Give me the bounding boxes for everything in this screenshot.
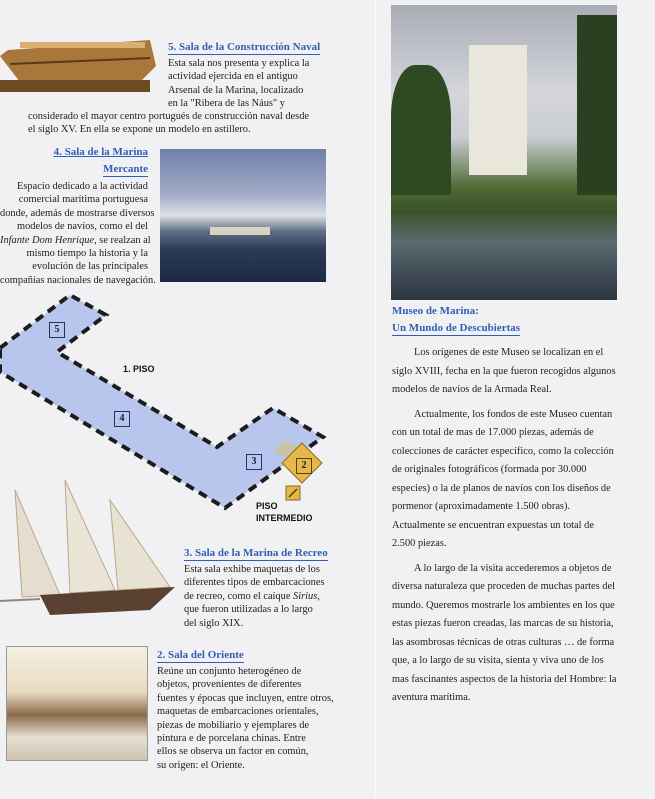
text-line: maquetas de embarcaciones orientales, (157, 706, 319, 718)
floor-1-label: 1. PISO (123, 364, 155, 374)
main-title-1: Museo de Marina: (392, 305, 479, 317)
paragraph: Los orígenes de este Museo se localizan en el siglo XVIII, fecha en la que fueron recogidos algunos modelos de navíos de la Armada Real. (392, 347, 616, 395)
section-5 (168, 37, 320, 111)
room-4-marker: 4 (114, 411, 130, 427)
section-2-title: 2. Sala del Oriente (157, 649, 244, 661)
section-3-title: 3. Sala de la Marina de Recreo (184, 547, 328, 559)
text-line: considerado el mayor centro portugués de construcción naval desde (28, 111, 310, 122)
text-line: objetos, provenientes de diferentes (157, 679, 302, 691)
paragraph: Actualmente se encuentran expuestas un total de 2.500 piezas. (392, 519, 594, 549)
orient-room-photo (6, 646, 148, 761)
text-line: Espacio dedicado a la actividad (17, 181, 148, 192)
section-5-title: 5. Sala de la Construcción Naval (168, 41, 321, 53)
text-line: ellos se observa un factor en común, (157, 746, 309, 758)
text-line: fuentes y épocas que incluyen, entre otros, (157, 692, 334, 704)
text-line: Esta sala nos presenta y explica la (168, 58, 310, 69)
text-line: mismo tiempo la historia y la (26, 248, 148, 260)
section-3 (184, 543, 328, 630)
text-line: de recreo, como el caíque Sirius, (184, 590, 320, 602)
text-line: Reúne un conjunto heterogéneo de (157, 666, 302, 677)
text-line: Esta sala exhibe maquetas de los (184, 564, 320, 575)
text-line: del siglo XIX. (184, 617, 244, 629)
text-line: Infante Dom Henrique, se realzan al (0, 234, 151, 246)
text-line: modelos de navíos, como el del (16, 221, 148, 233)
text-line: donde, además de mostrarse diversos (0, 207, 155, 219)
sailboat-model-photo (0, 475, 180, 620)
page-fold (375, 0, 376, 799)
text-line: compañías nacionales de navegación. (0, 274, 156, 286)
main-title-2: Un Mundo de Descubiertas (392, 322, 521, 334)
text-line: Arsenal de la Marina, localizado (168, 84, 304, 96)
room-3-marker: 3 (246, 454, 262, 470)
text-line: su origen: el Oriente. (157, 759, 245, 771)
merchant-ship-painting (160, 149, 326, 282)
section-4-title-2: Mercante (103, 163, 148, 175)
text-line: piezas de mobiliario y ejemplares de (157, 719, 310, 731)
floor-mid-label: PISO (256, 501, 278, 511)
paragraph: A lo largo de la visita accederemos a objetos de diversa naturaleza que proceden de muchas partes del mundo. Queremos mostrarle los ambientes en los que estas piezas fueron creadas, las marcas de su historia, las asombrosas técnicas de otras culturas … de forma que, a lo largo de su visita, sienta y viva uno de los mas fascinantes aspectos de la historia del Hombre: la aventura marítima. (392, 562, 617, 703)
main-heading (392, 305, 520, 336)
text-line: que fueron utilizadas a lo largo (184, 604, 313, 616)
floor-mid-label-2: INTERMEDIO (256, 513, 313, 523)
text-line: evolución de las principales (32, 261, 148, 273)
text-line: en la "Ribera de las Náus" y (168, 98, 285, 110)
paragraph: Actualmente, los fondos de este Museo cuentan con un total de mas de 17.000 piezas, además de colecciones de carácter específico, como la colección de originales fotográficos (formada por 30.000 especies) o la de planos de navíos con los diseños de pormenor (aproximadamente 1.500 obras). (392, 408, 614, 512)
text-line: pintura e de porcelana chinas. Entre (157, 733, 306, 745)
room-5-marker: 5 (49, 322, 65, 338)
section-4-title: 4. Sala de la Marina (53, 146, 148, 158)
section-4 (0, 146, 148, 177)
text-line: actividad ejercida en el antiguo (168, 71, 298, 83)
text-line: comercial marítima portuguesa (18, 194, 148, 206)
section-2 (157, 645, 334, 772)
jeronimos-monastery-photo (391, 5, 617, 300)
text-line: diferentes tipos de embarcaciones (184, 577, 325, 589)
main-body (392, 344, 618, 714)
ship-model-photo (0, 36, 158, 92)
text-line: el siglo XV. En ella se expone un modelo en astillero. (28, 124, 251, 136)
room-2-marker: 2 (296, 458, 312, 474)
